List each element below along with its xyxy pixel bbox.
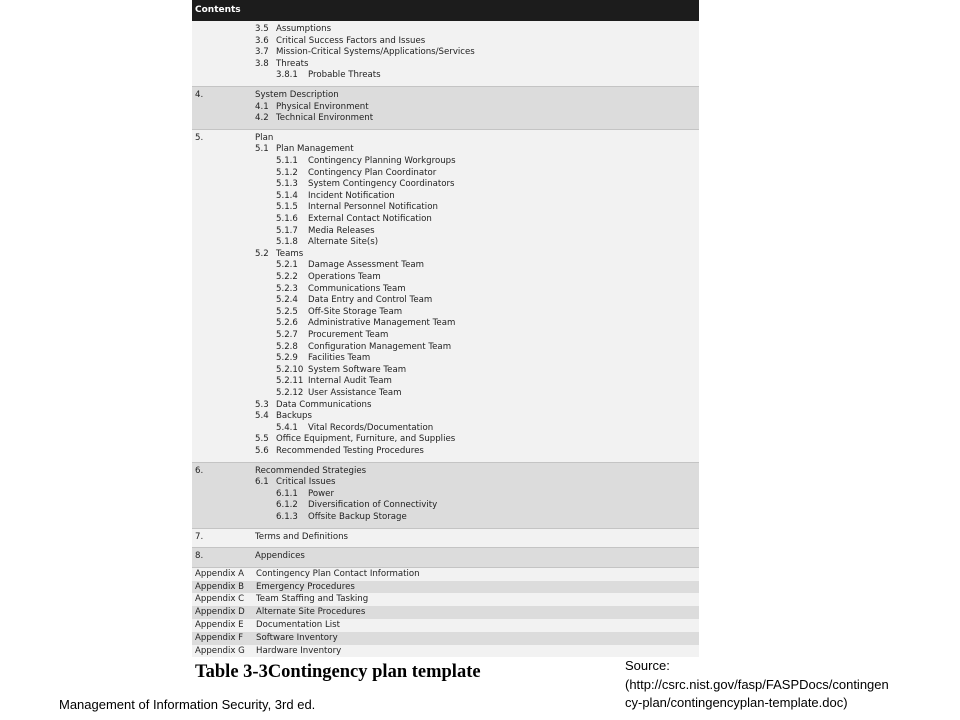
appendix-row <box>192 619 699 632</box>
entry-number: 5.1.6 <box>276 213 298 224</box>
entry-label: Threats <box>276 58 309 69</box>
entry-label: Probable Threats <box>308 70 381 81</box>
entry-label: Offsite Backup Storage <box>308 511 407 522</box>
toc-entry <box>192 284 699 296</box>
entry-label: Incident Notification <box>308 190 395 201</box>
toc-entry <box>192 551 699 563</box>
entry-number: 3.8.1 <box>276 70 298 81</box>
entry-number: 3.5 <box>255 24 269 34</box>
appendix-title: Alternate Site Procedures <box>256 607 366 618</box>
entry-number: 5.2.6 <box>276 318 298 329</box>
source-line: (http://csrc.nist.gov/fasp/FASPDocs/contingen <box>625 676 889 692</box>
entry-number: 4.1 <box>255 101 269 112</box>
toc-entry <box>192 342 699 354</box>
entry-number: 5.2 <box>255 248 269 259</box>
entry-label: Internal Audit Team <box>308 376 392 387</box>
entry-label: Assumptions <box>276 24 332 34</box>
toc-entry <box>192 59 699 71</box>
entry-label: Alternate Site(s) <box>308 237 379 248</box>
entry-label: Procurement Team <box>308 329 389 340</box>
toc-entry <box>192 249 699 261</box>
toc-entry <box>192 532 699 544</box>
toc-entry <box>192 191 699 203</box>
entry-label: Internal Personnel Notification <box>308 202 438 213</box>
entry-label: User Assistance Team <box>308 387 402 398</box>
toc-entry <box>192 411 699 423</box>
appendix-title: Documentation List <box>256 620 341 630</box>
entry-label: Teams <box>276 248 304 259</box>
toc-section <box>192 529 699 548</box>
toc-entry <box>192 156 699 168</box>
entry-number: 5.1.1 <box>276 155 298 166</box>
toc-entry <box>192 376 699 388</box>
toc-entry <box>192 388 699 400</box>
entry-number: 5.1.7 <box>276 225 298 236</box>
entry-number: 5.1.8 <box>276 237 298 248</box>
entry-number: 5.5 <box>255 434 269 445</box>
entry-number: 5.2.7 <box>276 329 298 340</box>
entry-label: Off-Site Storage Team <box>308 306 403 317</box>
toc-entry <box>192 400 699 412</box>
entry-number: 5.2.1 <box>276 260 298 271</box>
appendix-code: Appendix F <box>195 632 244 643</box>
table-caption: Table 3-3Contingency plan template <box>195 662 481 682</box>
entry-number: 3.6 <box>255 35 269 46</box>
entry-label: Backups <box>276 411 312 422</box>
appendix-title: Software Inventory <box>256 632 338 643</box>
toc-section <box>192 130 699 462</box>
toc-entry <box>192 307 699 319</box>
toc-entry <box>192 36 699 48</box>
toc-entry <box>192 202 699 214</box>
appendix-row <box>192 568 699 581</box>
toc-entry <box>192 272 699 284</box>
toc-entry <box>192 237 699 249</box>
appendix-title: Contingency Plan Contact Information <box>256 568 420 579</box>
section-number: 5. <box>195 132 204 143</box>
footer-text: Management of Information Security, 3rd ed. <box>59 697 316 712</box>
appendix-title: Hardware Inventory <box>256 645 342 656</box>
toc-entry <box>192 214 699 226</box>
toc-entry <box>192 466 699 478</box>
entry-label: Facilities Team <box>308 353 371 364</box>
appendix-row <box>192 581 699 594</box>
toc-entry <box>192 365 699 377</box>
toc-section <box>192 463 699 528</box>
entry-label: System Contingency Coordinators <box>308 179 455 190</box>
entry-label: Critical Success Factors and Issues <box>276 35 426 46</box>
entry-label: Plan <box>255 132 274 143</box>
appendix-title: Team Staffing and Tasking <box>256 594 369 605</box>
toc-entry <box>192 434 699 446</box>
entry-number: 5.6 <box>255 445 269 456</box>
toc-entry <box>192 500 699 512</box>
entry-number: 5.2.12 <box>276 387 304 398</box>
toc-entry <box>192 446 699 458</box>
entry-label: Technical Environment <box>276 113 374 124</box>
source-line: cy-plan/contingencyplan-template.doc) <box>625 695 848 711</box>
entry-number: 5.1.4 <box>276 190 298 201</box>
entry-label: Media Releases <box>308 225 375 236</box>
entry-number: 5.1.3 <box>276 179 298 190</box>
entry-number: 5.2.8 <box>276 341 298 352</box>
contents-header: Contents <box>192 0 699 21</box>
entry-label: Vital Records/Documentation <box>308 422 434 433</box>
appendix-row <box>192 593 699 606</box>
appendix-code: Appendix D <box>195 607 245 618</box>
appendix-row <box>192 632 699 645</box>
toc-entry <box>192 113 699 125</box>
toc-entry <box>192 47 699 59</box>
section-number: 7. <box>195 531 204 542</box>
entry-label: Appendices <box>255 551 305 562</box>
entry-number: 5.1.5 <box>276 202 298 213</box>
entry-label: Contingency Planning Workgroups <box>308 155 456 166</box>
entry-label: Data Communications <box>276 399 372 410</box>
entry-label: Critical Issues <box>276 477 336 488</box>
toc-entry <box>192 70 699 82</box>
entry-number: 5.2.5 <box>276 306 298 317</box>
entry-label: System Software Team <box>308 364 407 375</box>
entry-number: 5.1.2 <box>276 167 298 178</box>
toc-entry <box>192 179 699 191</box>
appendix-row <box>192 606 699 619</box>
toc-section <box>192 548 699 567</box>
toc-entry <box>192 226 699 238</box>
entry-number: 5.3 <box>255 399 269 410</box>
entry-label: Administrative Management Team <box>308 318 456 329</box>
entry-number: 5.2.2 <box>276 271 298 282</box>
toc-entry <box>192 24 699 36</box>
appendix-code: Appendix B <box>195 581 245 592</box>
entry-label: Diversification of Connectivity <box>308 500 438 511</box>
entry-label: Recommended Strategies <box>255 465 367 476</box>
entry-number: 5.4 <box>255 411 269 422</box>
entry-label: Data Entry and Control Team <box>308 295 433 306</box>
appendix-code: Appendix G <box>195 645 245 656</box>
toc-entry <box>192 477 699 489</box>
appendix-code: Appendix A <box>195 568 245 579</box>
entry-label: Mission-Critical Systems/Applications/Services <box>276 47 475 58</box>
entry-label: System Description <box>255 90 339 100</box>
source-note <box>625 657 960 713</box>
entry-number: 5.2.3 <box>276 283 298 294</box>
entry-label: Communications Team <box>308 283 406 294</box>
appendix-code: Appendix C <box>195 594 245 605</box>
entry-number: 6.1.1 <box>276 488 298 499</box>
toc-entry <box>192 90 699 102</box>
toc-entry <box>192 168 699 180</box>
entry-number: 5.1 <box>255 144 269 155</box>
toc-entry <box>192 133 699 145</box>
entry-number: 3.7 <box>255 47 269 58</box>
toc-entry <box>192 102 699 114</box>
source-line: Source: <box>625 658 670 673</box>
entry-number: 5.2.10 <box>276 364 304 375</box>
toc-entry <box>192 489 699 501</box>
entry-number: 4.2 <box>255 113 269 124</box>
entry-number: 6.1.3 <box>276 511 298 522</box>
entry-number: 3.8 <box>255 58 269 69</box>
appendix-code: Appendix E <box>195 620 244 630</box>
toc-entry <box>192 260 699 272</box>
entry-label: Damage Assessment Team <box>308 260 424 271</box>
toc-entry <box>192 330 699 342</box>
toc-section <box>192 21 699 86</box>
entry-number: 6.1 <box>255 477 269 488</box>
section-number: 8. <box>195 551 204 562</box>
contents-table <box>192 0 699 656</box>
entry-number: 5.2.11 <box>276 376 304 387</box>
entry-label: Contingency Plan Coordinator <box>308 167 437 178</box>
toc-entry <box>192 423 699 435</box>
entry-label: Physical Environment <box>276 101 369 112</box>
toc-entry <box>192 295 699 307</box>
entry-label: Office Equipment, Furniture, and Supplies <box>276 434 456 445</box>
toc-entry <box>192 318 699 330</box>
entry-number: 5.4.1 <box>276 422 298 433</box>
entry-label: Operations Team <box>308 271 381 282</box>
entry-label: External Contact Notification <box>308 213 432 224</box>
appendix-title: Emergency Procedures <box>256 581 355 592</box>
toc-entry <box>192 353 699 365</box>
section-number: 6. <box>195 465 204 476</box>
toc-entry <box>192 512 699 524</box>
entry-label: Plan Management <box>276 144 354 155</box>
entry-label: Terms and Definitions <box>255 531 349 542</box>
entry-number: 5.2.4 <box>276 295 298 306</box>
entry-number: 5.2.9 <box>276 353 298 364</box>
entry-label: Power <box>308 488 334 499</box>
toc-entry <box>192 144 699 156</box>
entry-label: Recommended Testing Procedures <box>276 445 424 456</box>
section-number: 4. <box>195 90 204 100</box>
entry-label: Configuration Management Team <box>308 341 452 352</box>
toc-section <box>192 87 699 129</box>
appendix-row <box>192 645 699 658</box>
entry-number: 6.1.2 <box>276 500 298 511</box>
